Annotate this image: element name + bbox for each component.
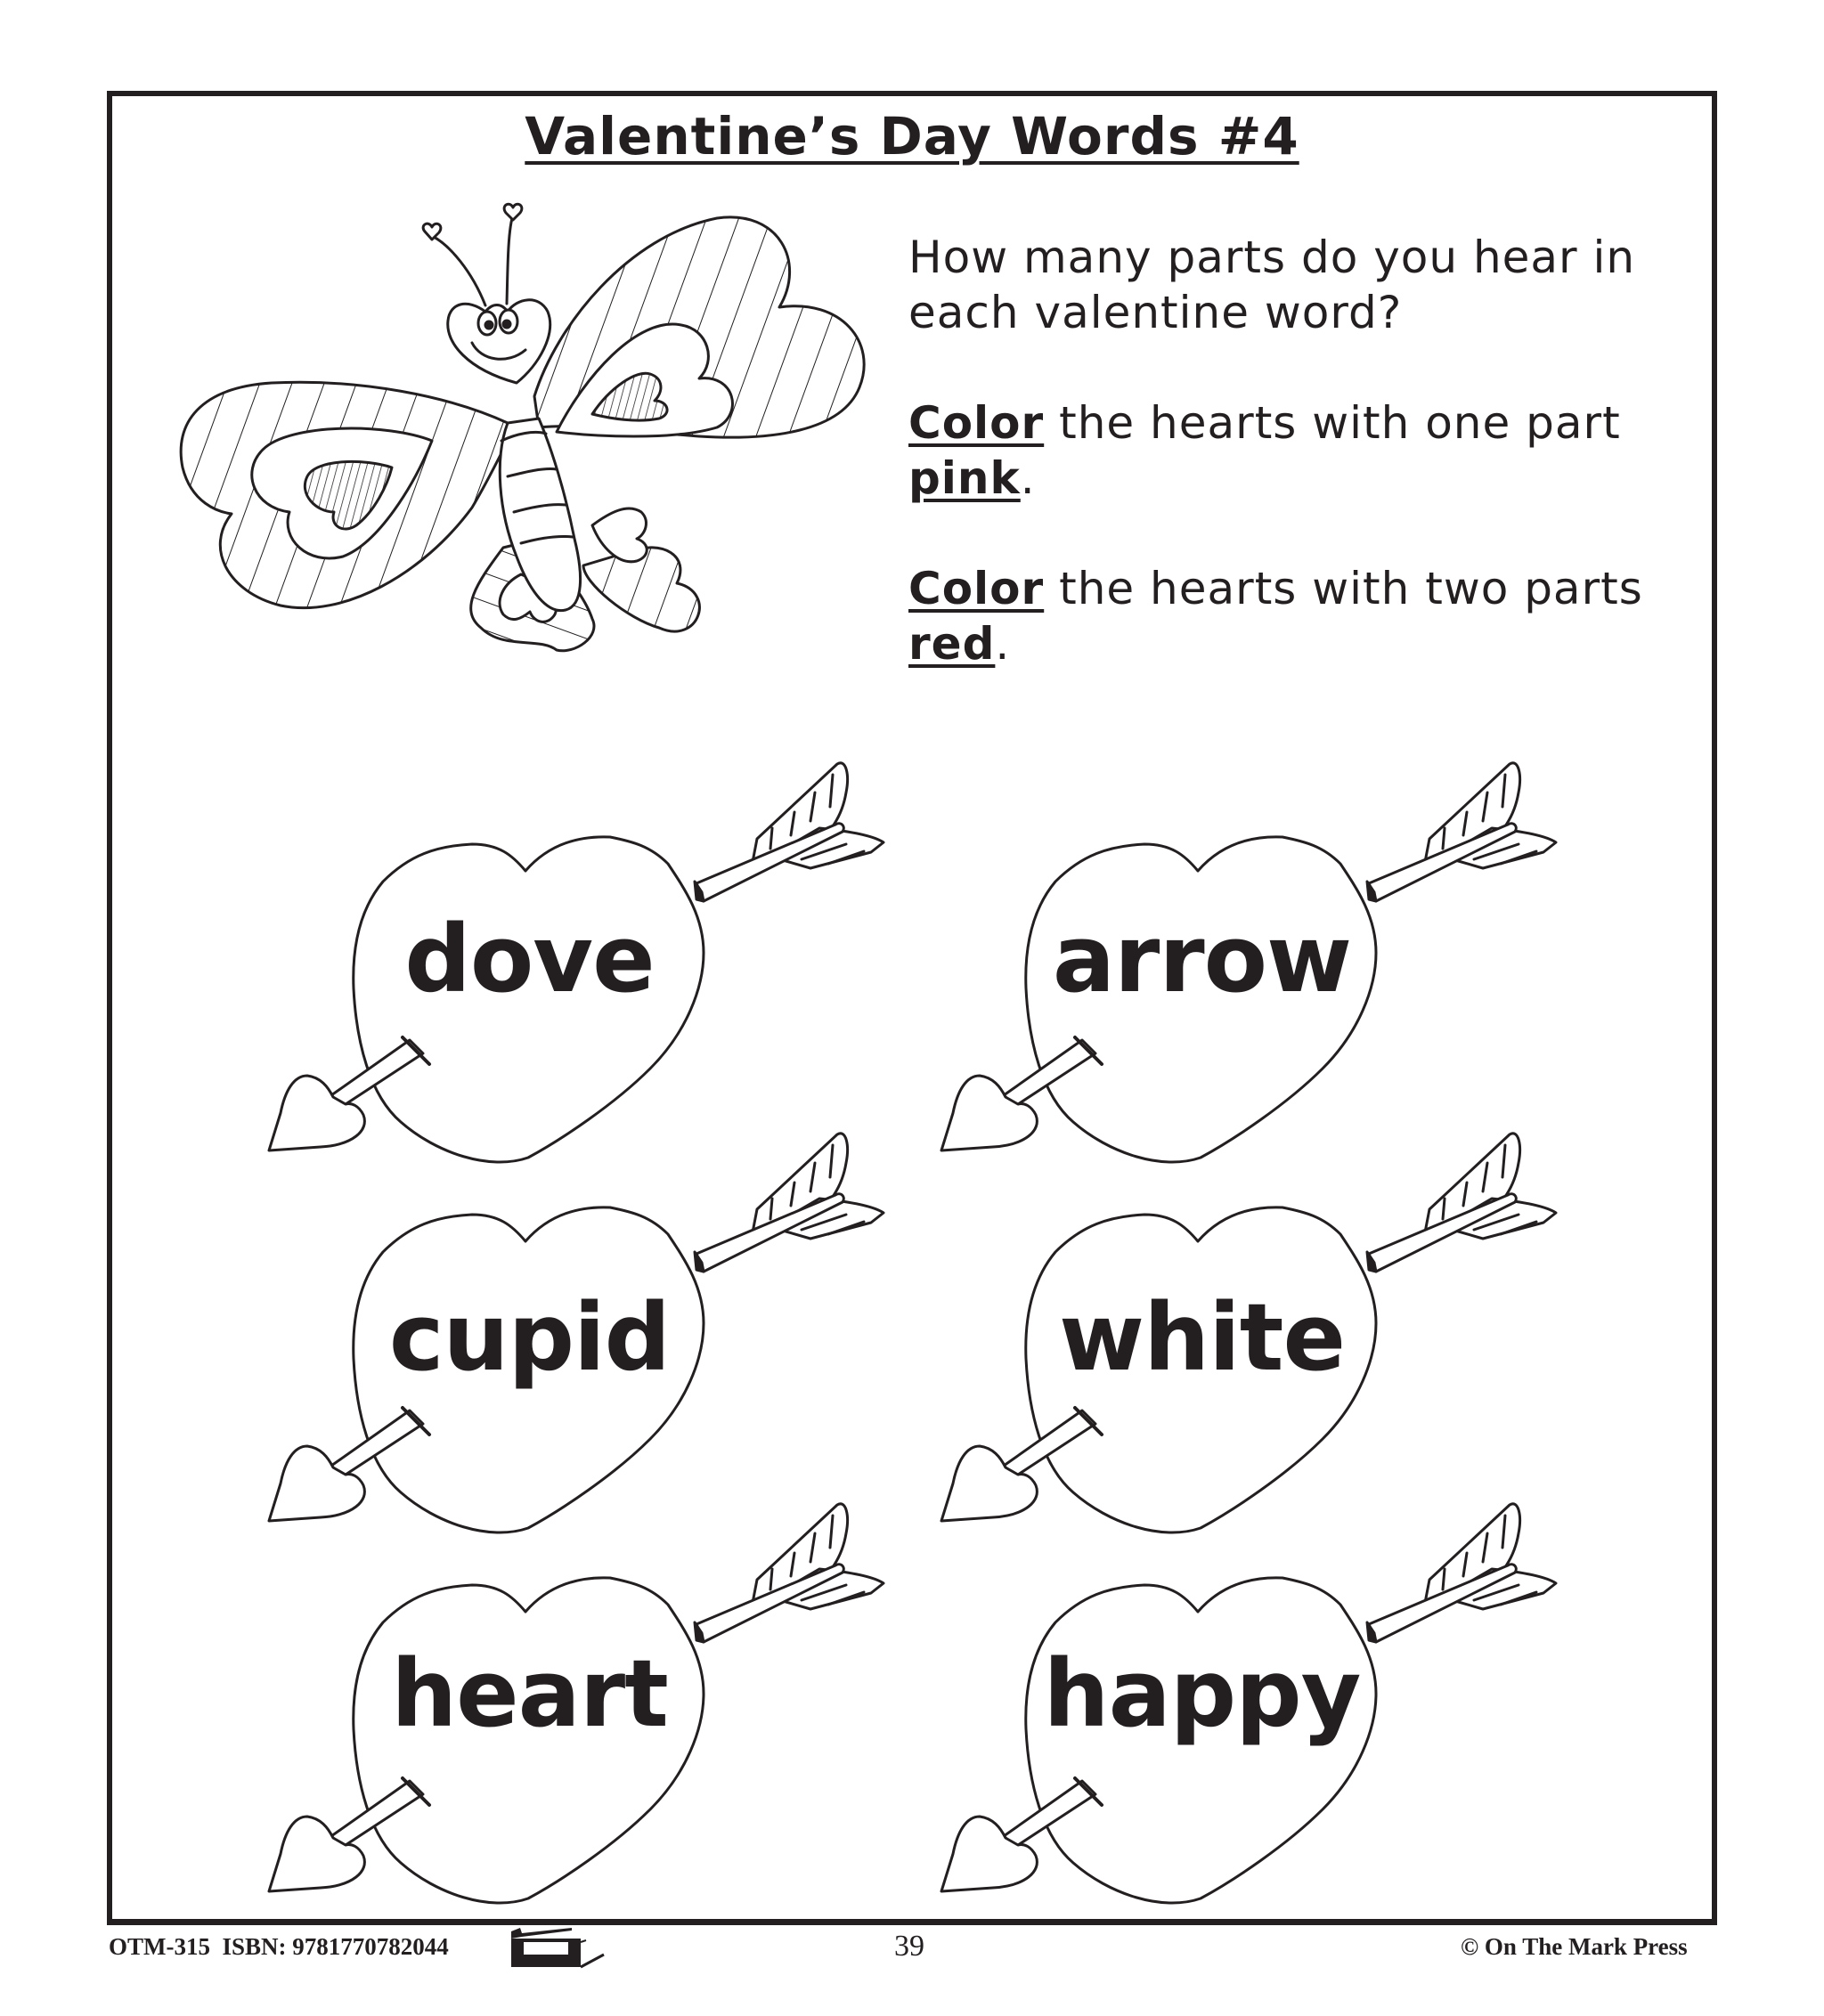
rule-one-text: the hearts with one part (1044, 397, 1621, 449)
rule-two-period: . (995, 618, 1011, 670)
heart-card-cupid[interactable] (258, 1127, 900, 1546)
isbn-label: ISBN: (222, 1933, 287, 1960)
wing-heart-small-right (592, 508, 647, 562)
heart-word: arrow (1052, 905, 1352, 1013)
heart-word: dove (404, 905, 655, 1013)
antenna-right (507, 218, 512, 304)
worksheet-title-text: Valentine’s Day Words #4 (525, 106, 1299, 167)
butterfly-illustration (165, 200, 877, 663)
butterfly-head (448, 300, 550, 383)
antenna-left (432, 236, 485, 305)
heart-card-happy[interactable] (931, 1498, 1572, 1916)
page-number: 39 (894, 1930, 924, 1963)
footer-product-info (109, 1931, 449, 1966)
heart-card-heart[interactable] (258, 1498, 900, 1916)
instruction-question: How many parts do you hear in each valentine word? (908, 232, 1636, 338)
copyright: © On The Mark Press (1461, 1933, 1688, 1960)
heart-card-white[interactable] (931, 1127, 1572, 1546)
rule-two-text: the hearts with two parts (1044, 563, 1643, 614)
heart-card-dove[interactable] (258, 757, 900, 1175)
rule-one-color-word: pink (908, 452, 1021, 504)
product-code: OTM-315 (109, 1933, 210, 1960)
instruction-rule-two (908, 561, 1692, 671)
instructions (908, 230, 1692, 727)
photocopier-icon (509, 1926, 607, 1969)
worksheet-title (0, 105, 1824, 167)
heart-word: happy (1043, 1639, 1361, 1748)
heart-word: white (1058, 1283, 1345, 1392)
isbn-number: 9781770782044 (292, 1933, 449, 1960)
heart-word: heart (391, 1639, 668, 1748)
rule-one-verb: Color (908, 397, 1045, 449)
heart-word: cupid (388, 1283, 671, 1392)
rule-one-period: . (1020, 452, 1036, 504)
heart-card-arrow[interactable] (931, 757, 1572, 1175)
rule-two-color-word: red (908, 618, 996, 670)
rule-two-verb: Color (908, 563, 1045, 614)
instruction-rule-one (908, 395, 1692, 506)
